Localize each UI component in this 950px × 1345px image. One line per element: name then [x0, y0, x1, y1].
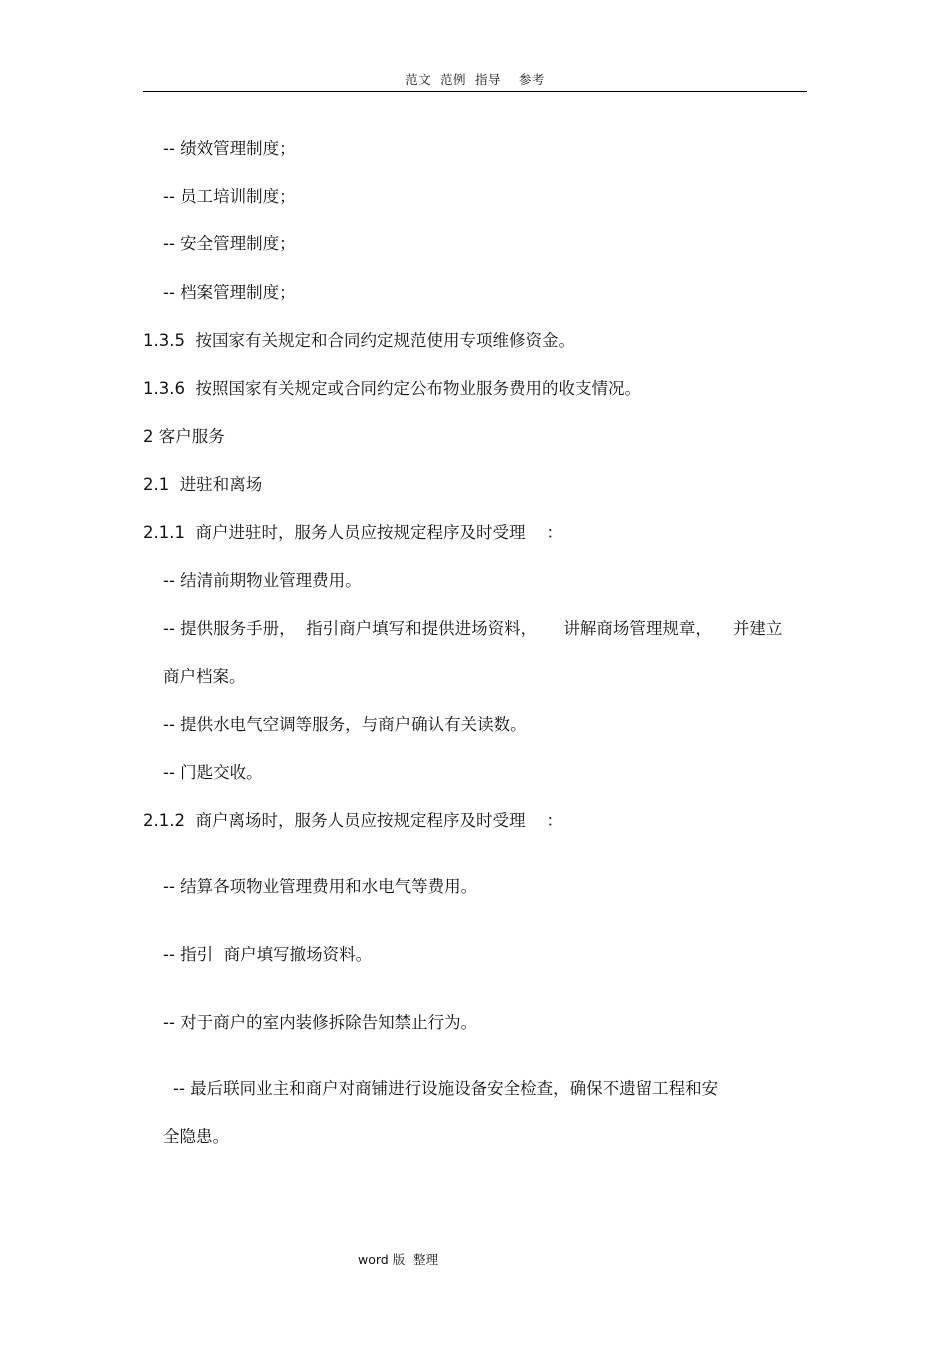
- list-item: -- 结清前期物业管理费用。: [163, 571, 362, 590]
- list-item: -- 结算各项物业管理费用和水电气等费用。: [163, 877, 478, 896]
- clause-2-1-1: 2.1.1 商户进驻时，服务人员应按规定程序及时受理 ：: [143, 523, 563, 542]
- list-item: -- 最后联同业主和商户对商铺进行设施设备安全检查，确保不遗留工程和安: [173, 1079, 719, 1098]
- section-heading: 2 客户服务: [143, 427, 225, 446]
- page-header: [143, 68, 807, 92]
- list-item: -- 指引 商户填写撤场资料。: [163, 945, 373, 964]
- list-item: -- 对于商户的室内装修拆除告知禁止行为。: [163, 1013, 478, 1032]
- header-rule: [143, 91, 807, 92]
- list-item: -- 门匙交收。: [163, 763, 263, 782]
- list-item-continuation: 全隐患。: [163, 1127, 229, 1146]
- header-text: 范文 范例 指导 参考: [405, 72, 545, 87]
- list-item: -- 安全管理制度；: [163, 234, 296, 253]
- clause-2-1-2: 2.1.2 商户离场时，服务人员应按规定程序及时受理 ：: [143, 811, 563, 830]
- clause-1-3-5: 1.3.5 按国家有关规定和合同约定规范使用专项维修资金。: [143, 331, 575, 350]
- list-item: -- 绩效管理制度；: [163, 139, 296, 158]
- list-item: -- 员工培训制度；: [163, 187, 296, 206]
- list-item: -- 档案管理制度；: [163, 283, 296, 302]
- clause-1-3-6: 1.3.6 按照国家有关规定或合同约定公布物业服务费用的收支情况。: [143, 379, 641, 398]
- page-footer: word 版 整理: [358, 1252, 439, 1267]
- list-item: -- 提供水电气空调等服务，与商户确认有关读数。: [163, 715, 527, 734]
- subsection-heading: 2.1 进驻和离场: [143, 475, 263, 494]
- list-item: -- 提供服务手册， 指引商户填写和提供进场资料， 讲解商场管理规章， 并建立: [163, 619, 783, 638]
- list-item-continuation: 商户档案。: [163, 667, 246, 686]
